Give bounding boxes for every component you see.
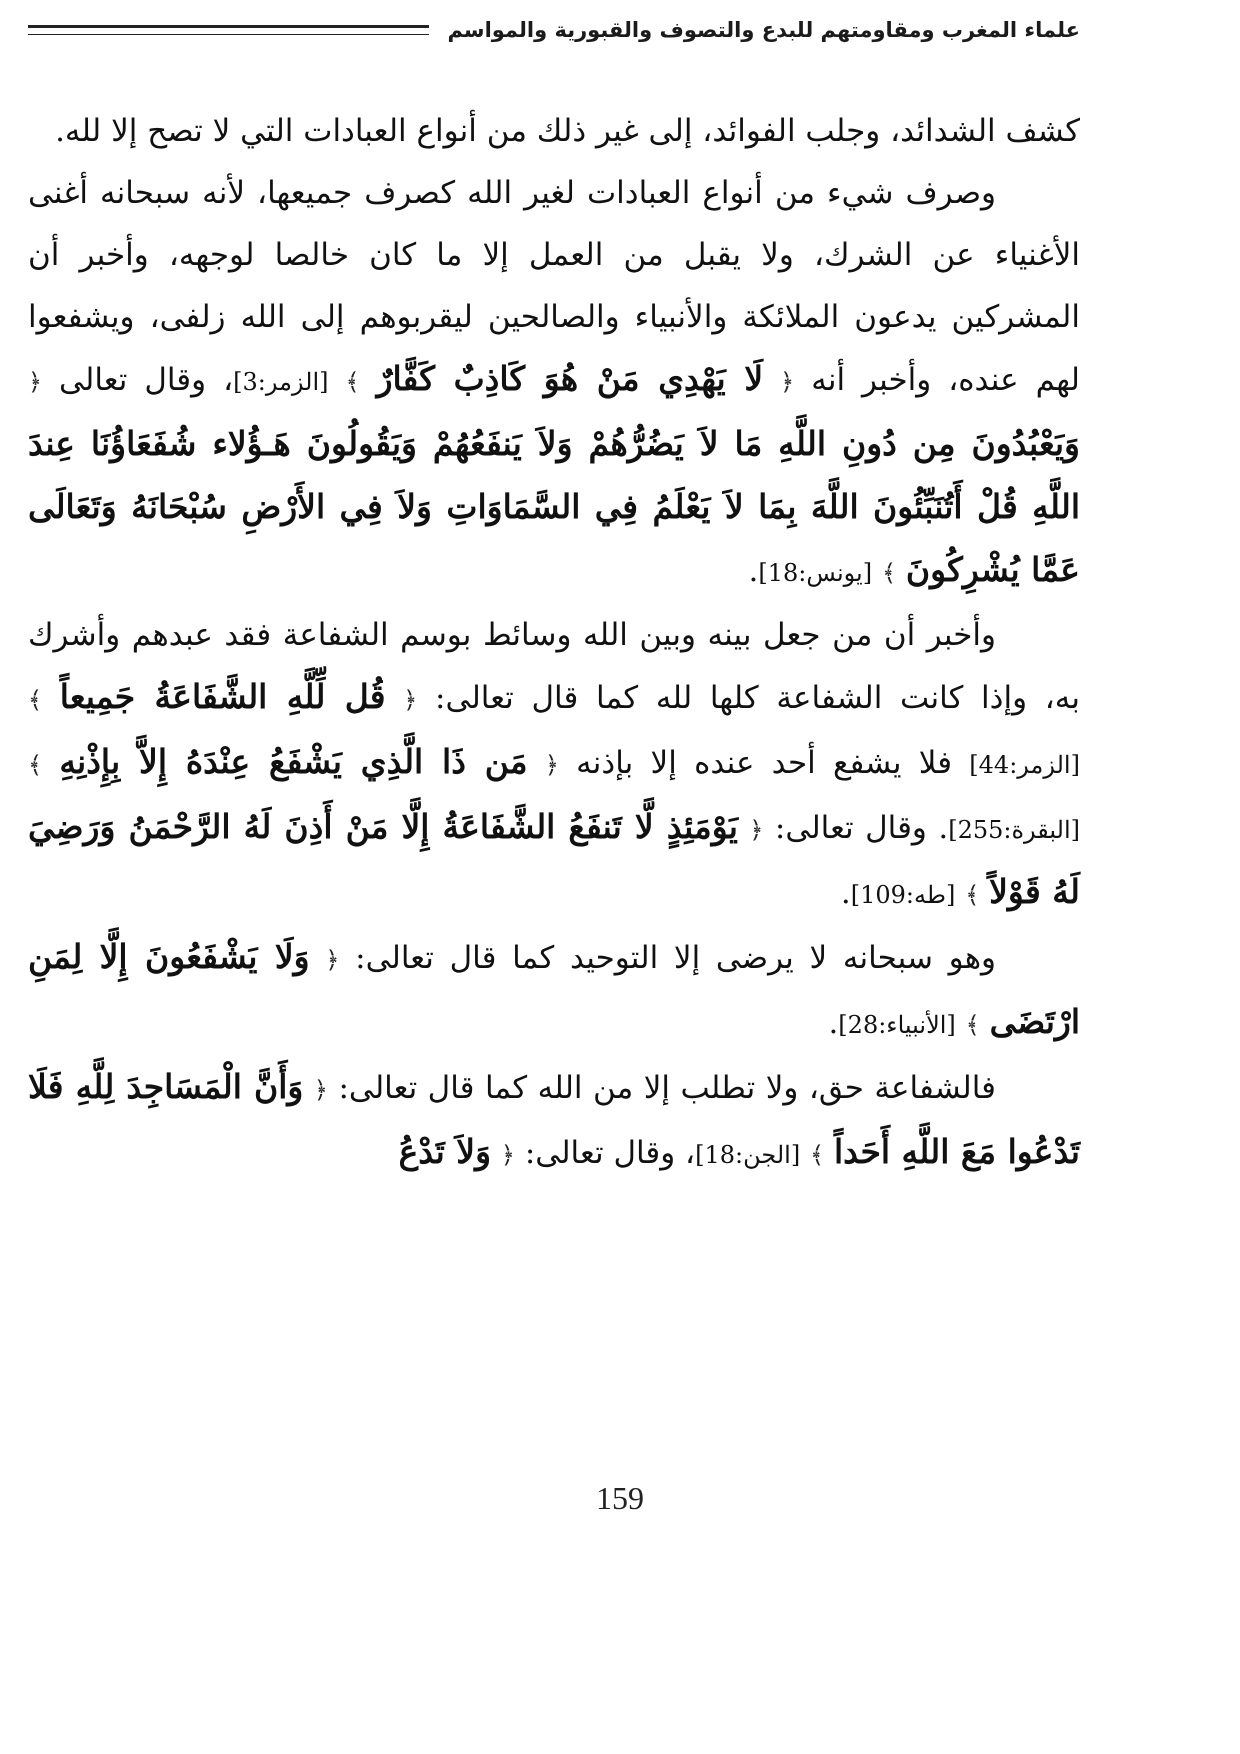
quran-open-bracket: ﴿	[780, 368, 795, 396]
quran-verse: وَأَنَّ الْمَسَاجِدَ لِلَّهِ فَلَا تَدْعُوا مَعَ اللَّهِ أَحَداً	[28, 1067, 1080, 1171]
paragraph-text: وصرف شيء من أنواع العبادات لغير الله كصرف جميعها، لأنه سبحانه أغنى الأغنياء عن الشرك، ولا يقبل من العمل إلا ما كان خالصا لوجهه، وأخبر أن المشركين يدعون الملائكة والأنبياء والصالحين ليقربوهم إلى الله زلفى، ويشفعوا لهم عنده، وأخبر أنه	[28, 175, 1080, 398]
paragraph-text: ، وقال تعالى:	[524, 1135, 696, 1171]
paragraph-text: فالشفاعة حق، ولا تطلب إلا من الله كما قال تعالى:	[338, 1070, 996, 1106]
quran-open-bracket: ﴿	[313, 1076, 328, 1104]
quran-open-bracket: ﴿	[403, 686, 418, 714]
quran-close-bracket: ﴾	[28, 751, 43, 779]
paragraph-text: . وقال تعالى:	[774, 810, 949, 846]
quran-close-bracket: ﴾	[965, 881, 980, 909]
header-rule	[28, 25, 429, 35]
quran-open-bracket: ﴿	[544, 751, 559, 779]
quran-verse: وَلَا يَشْفَعُونَ إِلَّا لِمَنِ ارْتَضَى	[28, 937, 1080, 1041]
paragraph-3	[28, 604, 1080, 926]
quran-open-bracket: ﴿	[500, 1141, 515, 1169]
quran-close-bracket: ﴾	[965, 1011, 980, 1039]
quran-verse: وَلاَ تَدْعُ	[398, 1132, 492, 1171]
paragraph-text: .	[748, 553, 759, 589]
quran-close-bracket: ﴾	[881, 559, 896, 587]
verse-citation: [الزمر:44]	[969, 751, 1080, 779]
paragraph-1	[28, 100, 1080, 162]
quran-open-bracket: ﴿	[749, 816, 764, 844]
paragraph-text: .	[840, 875, 851, 911]
verse-citation: [الأنبياء:28]	[838, 1011, 956, 1039]
paragraph-text: .	[828, 1005, 839, 1041]
page-number: 159	[596, 1480, 644, 1516]
paragraph-2	[28, 162, 1080, 604]
main-text	[28, 100, 1080, 1186]
quran-verse: قُل لِّلَّهِ الشَّفَاعَةُ جَمِيعاً	[59, 677, 386, 716]
paragraph-text: فلا يشفع أحد عنده إلا بإذنه	[576, 745, 953, 781]
quran-close-bracket: ﴾	[28, 686, 43, 714]
quran-open-bracket: ﴿	[28, 368, 43, 396]
book-title: علماء المغرب ومقاومتهم للبدع والتصوف والقبورية والمواسم	[447, 18, 1080, 42]
quran-open-bracket: ﴿	[325, 946, 340, 974]
quran-close-bracket: ﴾	[810, 1141, 825, 1169]
verse-citation: [الزمر:3]	[233, 368, 329, 396]
quran-verse: لَا يَهْدِي مَنْ هُوَ كَاذِبٌ كَفَّارٌ	[376, 359, 764, 398]
verse-citation: [يونس:18]	[758, 559, 873, 587]
verse-citation: [الجن:18]	[695, 1141, 801, 1169]
quran-verse: وَيَعْبُدُونَ مِن دُونِ اللَّهِ مَا لاَ يَضُرُّهُمْ وَلاَ يَنفَعُهُمْ وَيَقُولُونَ هَـؤُلاء شُفَعَاؤُنَا عِندَ اللَّهِ قُلْ أَتُنَبِّئُونَ اللَّهَ بِمَا لاَ يَعْلَمُ فِي السَّمَاوَاتِ وَلاَ فِي الأَرْضِ سُبْحَانَهُ وَتَعَالَى عَمَّا يُشْرِكُونَ	[28, 424, 1080, 589]
paragraph-text: ، وقال تعالى	[59, 362, 234, 398]
verse-citation: [طه:109]	[850, 881, 956, 909]
paragraph-text: وأخبر أن من جعل بينه وبين الله وسائط بوسم الشفاعة فقد عبدهم وأشرك به، وإذا كانت الشفاعة كلها لله كما قال تعالى:	[28, 617, 1081, 716]
quran-verse: مَن ذَا الَّذِي يَشْفَعُ عِنْدَهُ إِلاَّ بِإِذْنِهِ	[59, 742, 528, 781]
quran-verse: يَوْمَئِذٍ لَّا تَنفَعُ الشَّفَاعَةُ إِلَّا مَنْ أَذِنَ لَهُ الرَّحْمَنُ وَرَضِيَ لَهُ قَوْلاً	[28, 807, 1080, 911]
running-header	[28, 10, 1080, 50]
quran-close-bracket: ﴾	[345, 368, 360, 396]
paragraph-5	[28, 1056, 1080, 1186]
paragraph-text: وهو سبحانه لا يرضى إلا التوحيد كما قال تعالى:	[355, 940, 997, 976]
paragraph-text: كشف الشدائد، وجلب الفوائد، إلى غير ذلك من أنواع العبادات التي لا تصح إلا لله.	[55, 113, 1080, 149]
verse-citation: [البقرة:255]	[948, 816, 1081, 844]
paragraph-4	[28, 926, 1080, 1056]
